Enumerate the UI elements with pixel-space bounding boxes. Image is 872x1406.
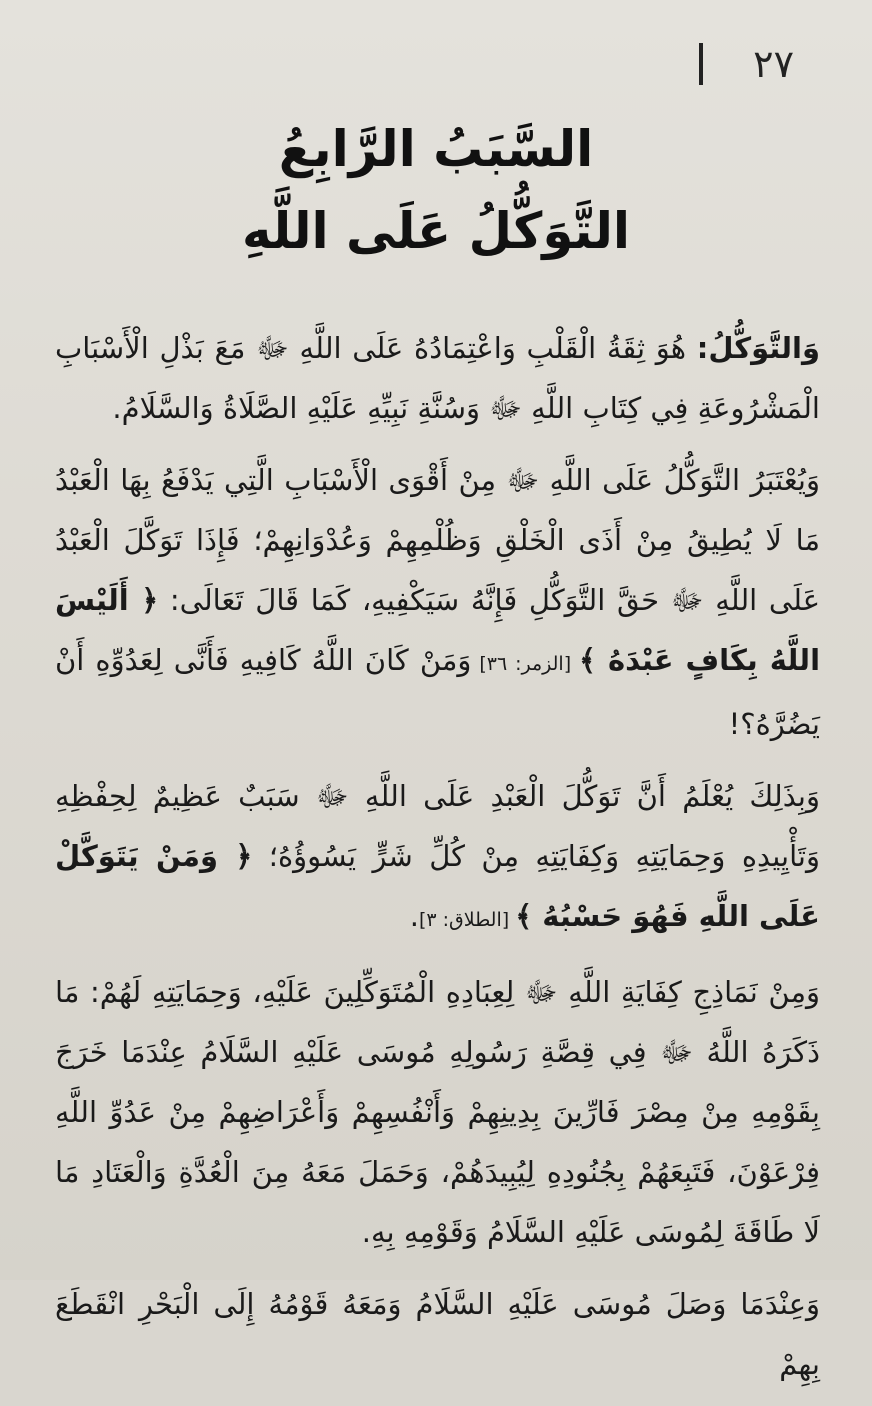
header-divider <box>699 43 703 85</box>
quran-verse: ﴿ وَمَنْ يَتَوَكَّلْ عَلَى اللَّهِ فَهُوَ حَسْبُهُ ﴾ <box>55 839 820 933</box>
paragraph-tail: . <box>409 899 419 933</box>
paragraph-text: وَبِذَلِكَ يُعْلَمُ أَنَّ تَوَكُّلَ الْعَبْدِ عَلَى اللَّهِ ﷻ سَبَبٌ عَظِيمٌ لِحِفْظِهِ وَتَأْيِيدِهِ وَحِمَايَتِهِ وَكِفَايَتِهِ مِنْ كُلِّ شَرٍّ يَسُوؤُهُ؛ <box>55 779 820 873</box>
chapter-heading <box>0 108 872 272</box>
definition-text: هُوَ ثِقَةُ الْقَلْبِ وَاعْتِمَادُهُ عَلَى اللَّهِ ﷻ مَعَ بَذْلِ الْأَسْبَابِ الْمَشْرُوعَةِ فِي كِتَابِ اللَّهِ ﷻ وَسُنَّةِ نَبِيِّهِ عَلَيْهِ الصَّلَاةُ وَالسَّلَامُ. <box>55 331 820 425</box>
paragraph-importance <box>55 450 820 754</box>
chapter-title: السَّبَبُ الرَّابِعُ <box>278 120 594 178</box>
paragraph-text: وَيُعْتَبَرُ التَّوَكُّلُ عَلَى اللَّهِ ﷻ مِنْ أَقْوَى الْأَسْبَابِ الَّتِي يَدْفَعُ بِهَا الْعَبْدُ مَا لَا يُطِيقُ مِنْ أَذَى الْخَلْقِ وَظُلْمِهِمْ وَعُدْوَانِهِمْ؛ فَإِذَا تَوَكَّلَ الْعَبْدُ عَلَى اللَّهِ ﷻ حَقَّ التَّوَكُّلِ فَإِنَّهُ سَيَكْفِيهِ، كَمَا قَالَ تَعَالَى: <box>55 463 820 617</box>
paragraph-tail: وَمَنْ كَانَ اللَّهُ كَافِيهِ فَأَنَّى لِعَدُوِّهِ أَنْ يَضُرَّهُ؟! <box>55 643 820 741</box>
definition-term: وَالتَّوَكُّلُ: <box>696 331 820 365</box>
paragraph-conclusion <box>55 766 820 950</box>
paragraph-text: وَمِنْ نَمَاذِجِ كِفَايَةِ اللَّهِ ﷻ لِعِبَادِهِ الْمُتَوَكِّلِينَ عَلَيْهِ، وَحِمَايَتِهِ لَهُمْ: مَا ذَكَرَهُ اللَّهُ ﷻ فِي قِصَّةِ رَسُولِهِ مُوسَى عَلَيْهِ السَّلَامُ عِنْدَمَا خَرَجَ بِقَوْمِهِ مِنْ مِصْرَ فَارِّينَ بِدِينِهِمْ وَأَنْفُسِهِمْ وَأَعْرَاضِهِمْ مِنْ عَدُوِّ اللَّهِ فِرْعَوْنَ، فَتَبِعَهُمْ بِجُنُودِهِ لِيُبِيدَهُمْ، وَحَمَلَ مَعَهُ مِنَ الْعُدَّةِ وَالْعَتَادِ مَا لَا طَاقَةَ لِمُوسَى عَلَيْهِ السَّلَامُ وَقَوْمِهِ بِهِ. <box>55 975 820 1249</box>
page-header <box>699 42 794 86</box>
quran-verse: ﴿ أَلَيْسَ اللَّهُ بِكَافٍ عَبْدَهُ ﴾ <box>55 583 821 677</box>
verse-reference: [الزمر: ٣٦] <box>471 653 580 675</box>
body-text <box>55 318 820 1406</box>
paragraph-musa <box>55 1274 820 1394</box>
page-number: ٢٧ <box>753 42 794 86</box>
paragraph-examples <box>55 962 820 1262</box>
paragraph-definition <box>55 318 820 438</box>
chapter-subtitle: التَّوَكُّلُ عَلَى اللَّهِ <box>242 202 630 260</box>
paragraph-text: وَعِنْدَمَا وَصَلَ مُوسَى عَلَيْهِ السَّلَامُ وَمَعَهُ قَوْمُهُ إِلَى الْبَحْرِ انْقَطَعَ بِهِمْ <box>55 1287 820 1381</box>
verse-reference: [الطلاق: ٣] <box>418 909 516 931</box>
